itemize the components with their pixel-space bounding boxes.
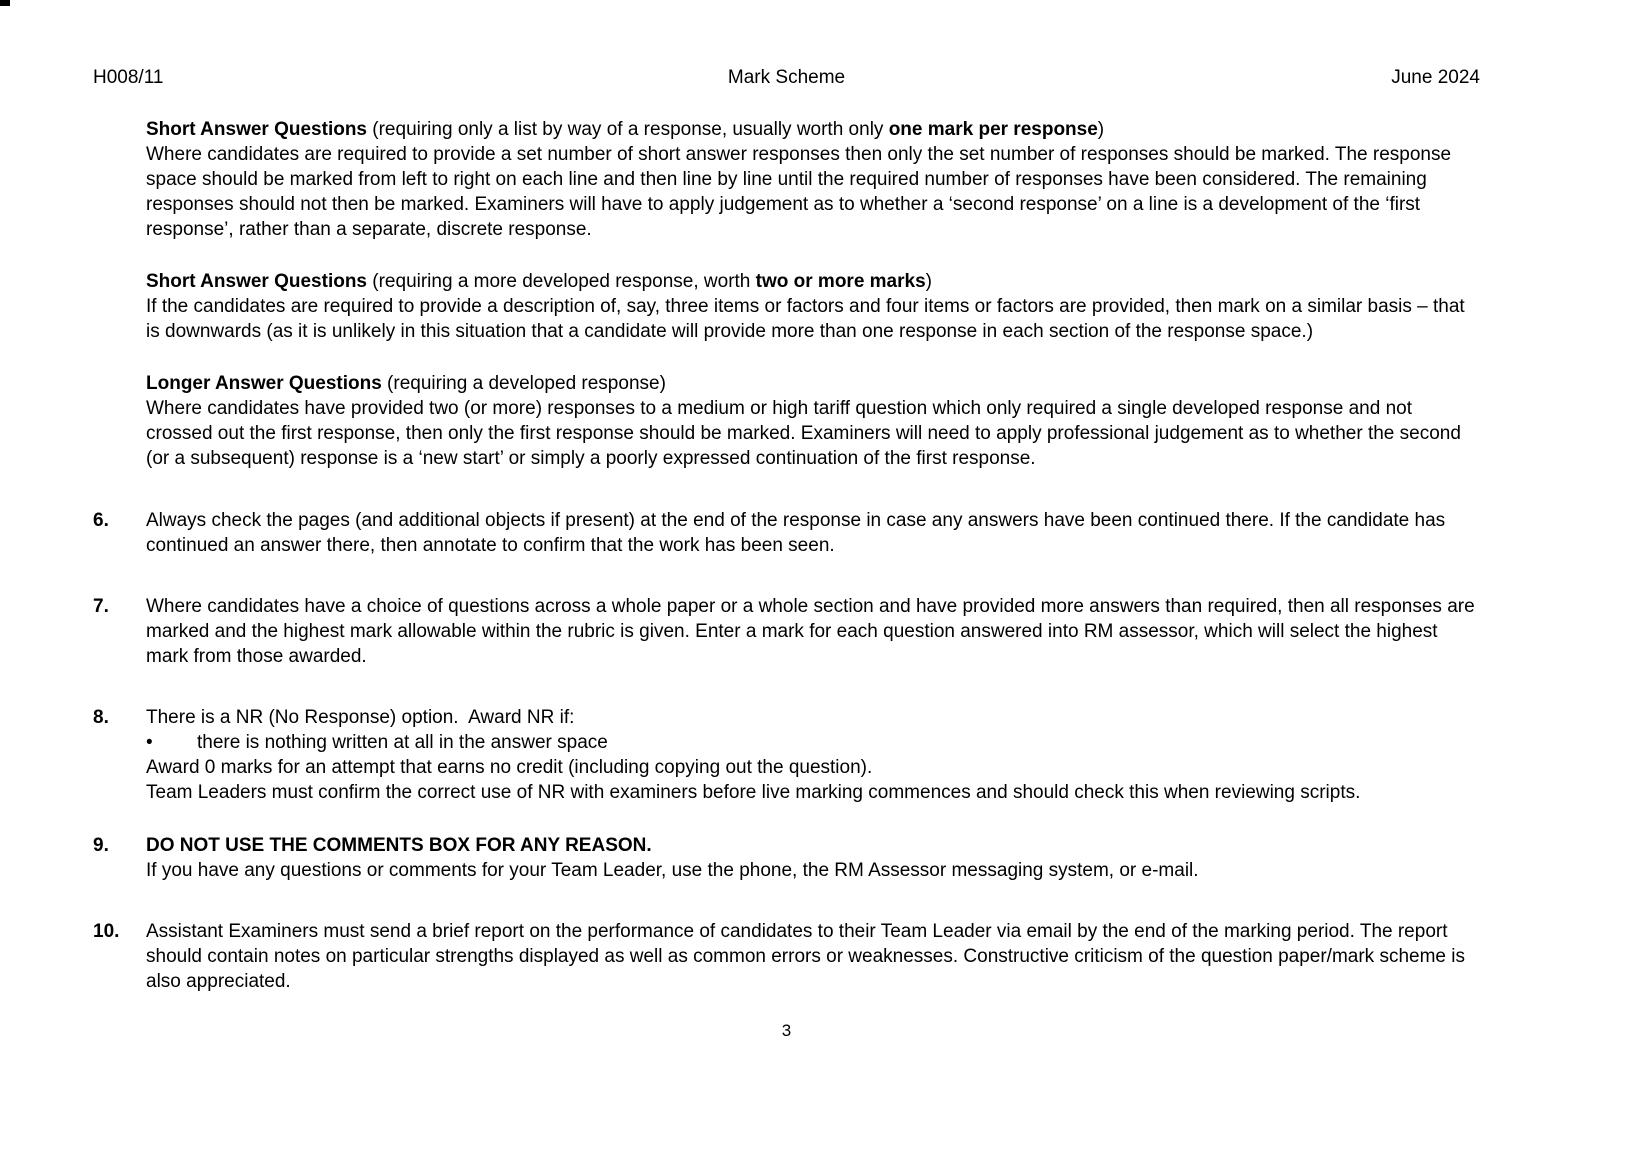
item-text: Team Leaders must confirm the correct use of NR with examiners before live marking commences and should check this when reviewing scripts.: [146, 782, 1361, 803]
item-warning-title: DO NOT USE THE COMMENTS BOX FOR ANY REASON.: [146, 835, 652, 856]
section-longer-answer: [146, 371, 1480, 471]
item-content: [146, 508, 1480, 558]
section-heading-line: [146, 117, 1480, 142]
section-title-parenthetical: (requiring only a list by way of a response, usually worth only: [367, 119, 889, 140]
section-title-parenthetical: (requiring a more developed response, worth: [367, 271, 756, 292]
item-text: Always check the pages (and additional objects if present) at the end of the response in case any answers have been continued there. If the candidate has continued an answer there, then annotate to confirm that the work has been seen.: [146, 510, 1451, 556]
item-number: 6.: [93, 510, 109, 531]
bullet-line: [146, 730, 1480, 755]
document-title: Mark Scheme: [727, 67, 846, 88]
section-short-answer-one-mark: [146, 117, 1480, 242]
section-title-bold-phrase: two or more marks: [755, 271, 926, 292]
list-item-10: [93, 919, 1480, 994]
section-short-answer-two-marks: [146, 269, 1480, 344]
section-title: Short Answer Questions: [146, 271, 367, 292]
document-header: [93, 65, 1480, 90]
item-intro: There is a NR (No Response) option. Award NR if:: [146, 707, 575, 728]
item-text: Where candidates have a choice of questions across a whole paper or a whole section and have provided more answers than required, then all responses are marked and the highest mark allowable within the rubric is given. Enter a mark for each question answered into RM assessor, which will select the highest mark from those awarded.: [146, 596, 1480, 667]
page-number: 3: [781, 1021, 792, 1040]
section-heading-line: [146, 269, 1480, 294]
item-number: 10.: [93, 921, 120, 942]
item-content: [146, 594, 1480, 669]
bullet-text: there is nothing written at all in the answer space: [197, 732, 608, 753]
list-item-6: [93, 508, 1480, 558]
list-item-8: [93, 705, 1480, 805]
item-content: [146, 705, 1480, 805]
list-item-7: [93, 594, 1480, 669]
section-heading-line: [146, 371, 1480, 396]
section-title-parenthetical: (requiring a developed response): [381, 373, 666, 394]
item-number: 7.: [93, 596, 109, 617]
section-title-close-paren: ): [925, 271, 932, 292]
section-title-bold-phrase: one mark per response: [888, 119, 1098, 140]
paper-code: H008/11: [93, 67, 164, 88]
section-title-close-paren: ): [1097, 119, 1105, 140]
item-content: [146, 833, 1480, 883]
scan-artifact: [0, 0, 10, 6]
item-text: If you have any questions or comments for your Team Leader, use the phone, the RM Assessor messaging system, or e-mail.: [146, 860, 1199, 881]
item-text: Award 0 marks for an attempt that earns no credit (including copying out the question).: [146, 757, 873, 778]
section-body: Where candidates are required to provide a set number of short answer responses then only the set number of responses should be marked. The response space should be marked from left to right on each line and then line by line until the required number of responses have been considered. The remaining responses should not then be marked. Examiners will have to apply judgement as to whether a ‘second response’ on a line is a development of the ‘first response’, rather than a separate, discrete response.: [146, 144, 1457, 240]
item-number: 8.: [93, 707, 109, 728]
list-item-9: [93, 833, 1480, 883]
section-body: Where candidates have provided two (or more) responses to a medium or high tariff question which only required a single developed response and not crossed out the first response, then only the first response should be marked. Examiners will need to apply professional judgement as to whether the second (or a subsequent) response is a ‘new start’ or simply a poorly expressed continuation of the first response.: [146, 398, 1467, 469]
item-content: [146, 919, 1480, 994]
section-title: Longer Answer Questions: [146, 373, 382, 394]
section-body: If the candidates are required to provide a description of, say, three items or factors and four items or factors are provided, then mark on a similar basis – that is downwards (as it is unlikely in this situation that a candidate will provide more than one response in each section of the response space.): [146, 296, 1470, 342]
item-text: Assistant Examiners must send a brief report on the performance of candidates to their Team Leader via email by the end of the marking period. The report should contain notes on particular strengths displayed as well as common errors or weaknesses. Constructive criticism of the question paper/mark scheme is also appreciated.: [146, 921, 1471, 992]
item-number: 9.: [93, 835, 109, 856]
section-title: Short Answer Questions: [146, 119, 367, 140]
bullet-marker: •: [146, 732, 153, 753]
session-date: June 2024: [1391, 67, 1480, 88]
